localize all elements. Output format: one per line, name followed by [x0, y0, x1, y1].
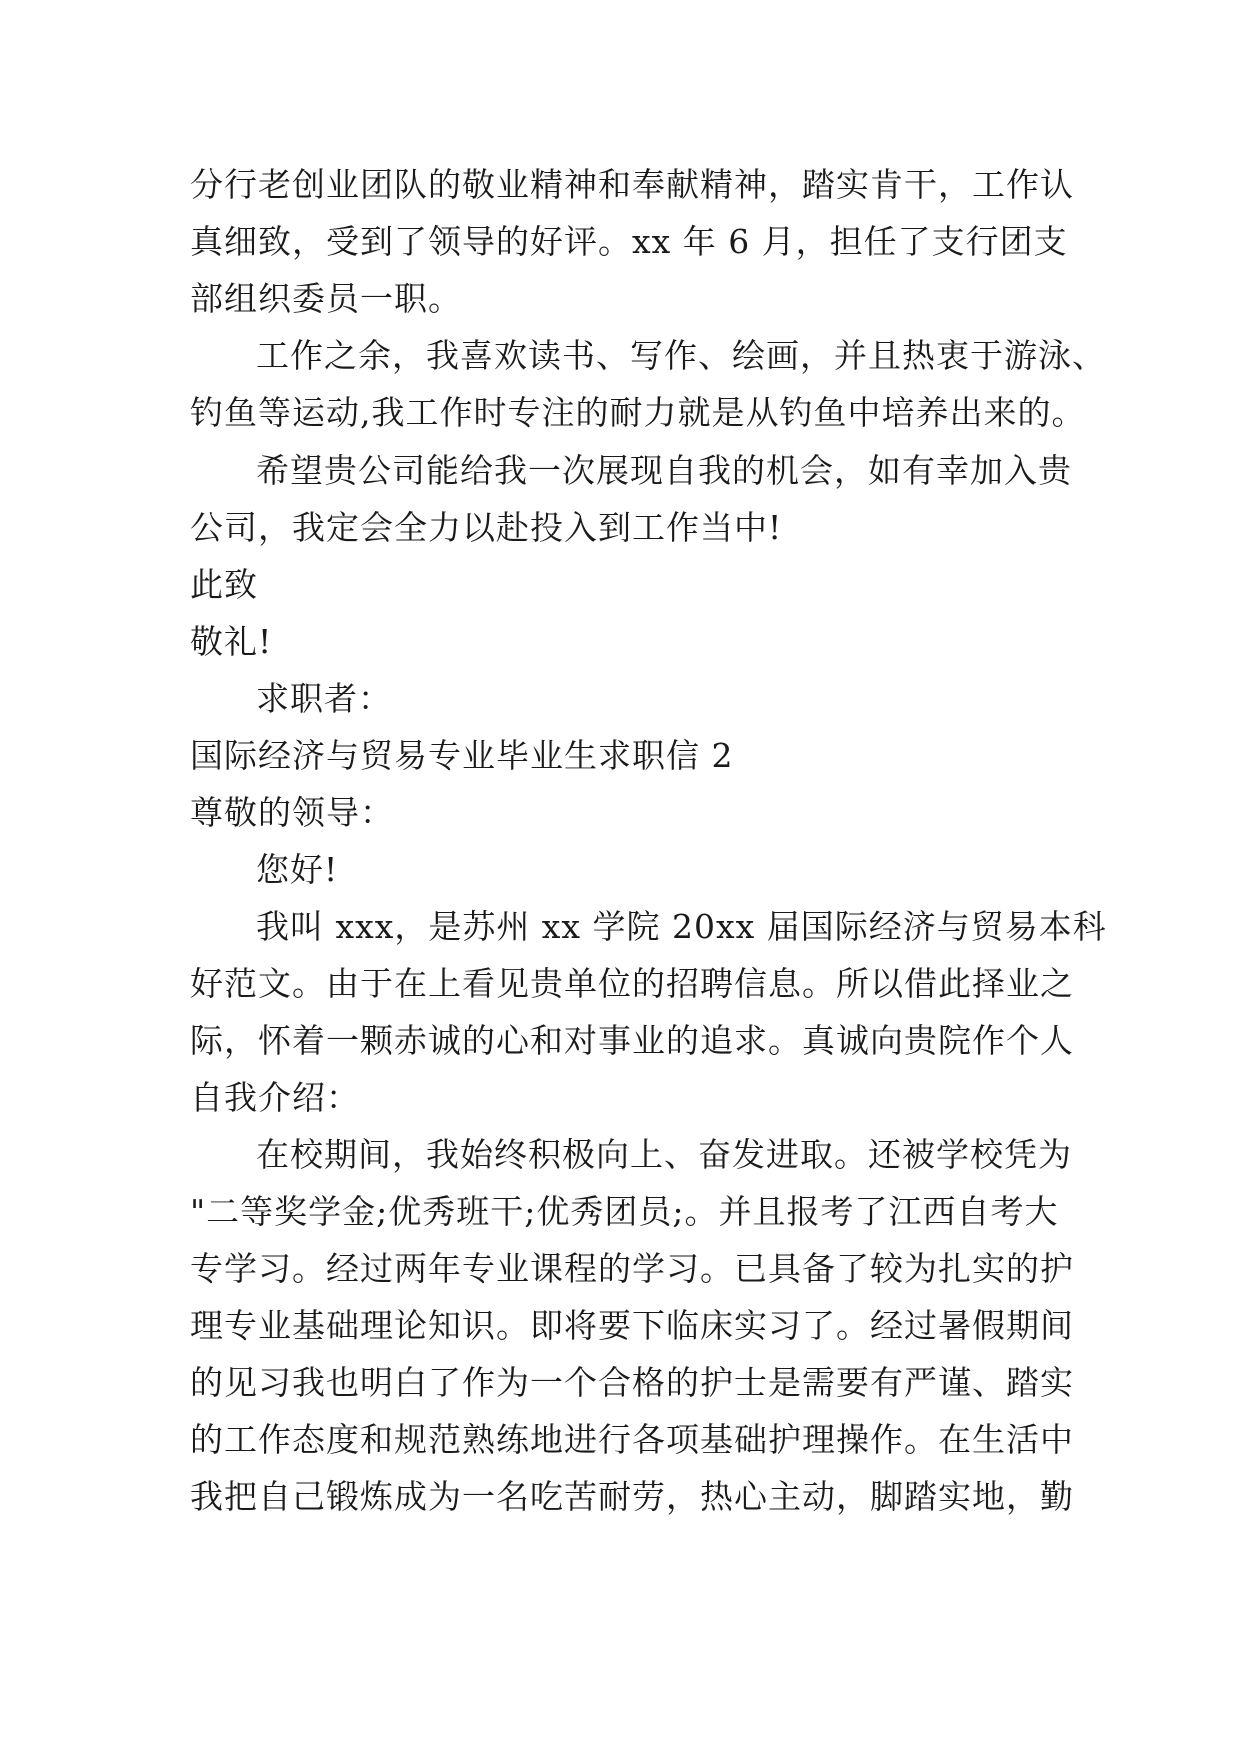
- text-line: 公司，我定会全力以赴投入到工作当中!: [190, 508, 783, 547]
- text-line: 的见习我也明白了作为一个合格的护士是需要有严谨、踏实: [190, 1363, 1074, 1402]
- text-line: 分行老创业团队的敬业精神和奉献精神，踏实肯干，工作认: [190, 165, 1074, 204]
- greeting-recipient: 尊敬的领导：: [190, 793, 394, 832]
- closing-salutation: 此致: [190, 565, 258, 604]
- text-line: 的工作态度和规范熟练地进行各项基础护理操作。在生活中: [190, 1420, 1074, 1459]
- section-title: 国际经济与贸易专业毕业生求职信 2: [190, 736, 734, 775]
- paragraph-first-line: 在校期间，我始终积极向上、奋发进取。还被学校凭为: [256, 1135, 1072, 1174]
- text-line: 我把自己锻炼成为一名吃苦耐劳，热心主动，脚踏实地，勤: [190, 1477, 1074, 1516]
- paragraph-first-line: 希望贵公司能给我一次展现自我的机会，如有幸加入贵: [256, 451, 1072, 490]
- text-line: 际，怀着一颗赤诚的心和对事业的追求。真诚向贵院作个人: [190, 1021, 1074, 1060]
- paragraph-first-line: 我叫 xxx，是苏州 xx 学院 20xx 届国际经济与贸易本科: [256, 907, 1107, 946]
- text-line: 好范文。由于在上看见贵单位的招聘信息。所以借此择业之: [190, 964, 1074, 1003]
- signature-label: 求职者：: [256, 679, 392, 718]
- text-line: 钓鱼等运动,我工作时专注的耐力就是从钓鱼中培养出来的。: [190, 393, 1086, 432]
- text-line: "二等奖学金;优秀班干;优秀团员;。并且报考了江西自考大: [190, 1192, 1059, 1231]
- text-line: 专学习。经过两年专业课程的学习。已具备了较为扎实的护: [190, 1249, 1074, 1288]
- closing-regards: 敬礼!: [190, 622, 273, 661]
- text-line: 部组织委员一职。: [190, 279, 462, 318]
- text-line: 自我介绍：: [190, 1078, 360, 1117]
- paragraph-first-line: 工作之余，我喜欢读书、写作、绘画，并且热衷于游泳、: [256, 336, 1106, 375]
- text-line: 真细致，受到了领导的好评。xx 年 6 月，担任了支行团支: [190, 222, 1068, 261]
- text-line: 理专业基础理论知识。即将要下临床实习了。经过暑假期间: [190, 1306, 1074, 1345]
- greeting: 您好!: [256, 850, 339, 889]
